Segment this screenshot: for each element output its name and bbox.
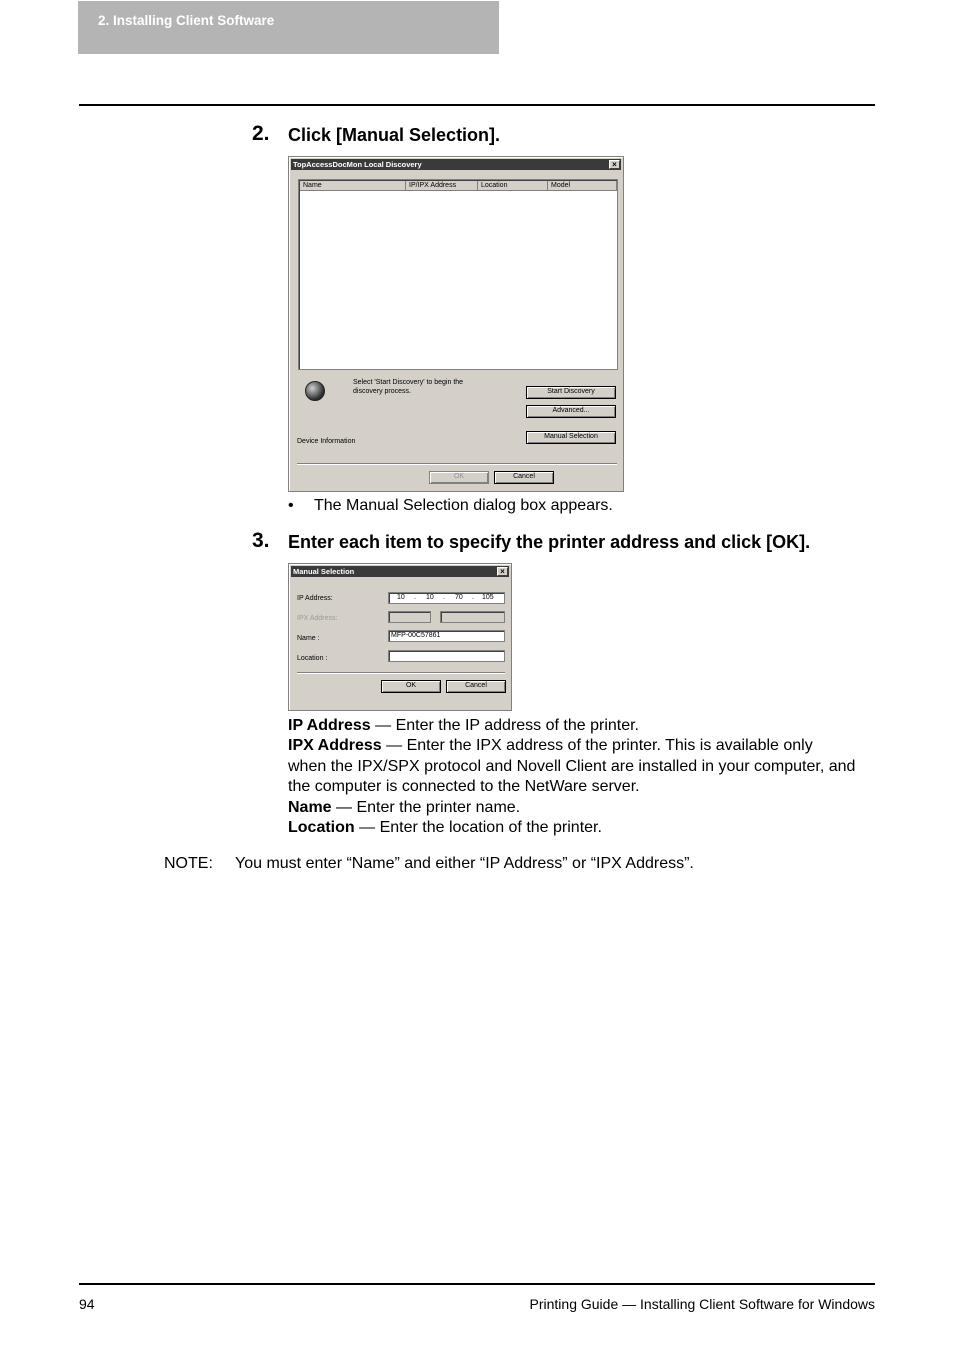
step-3-text: Enter each item to specify the printer address and click [OK]. xyxy=(288,532,811,552)
ip-octet-3: 70 xyxy=(455,594,463,601)
column-header-location[interactable]: Location xyxy=(478,181,548,191)
ip-address-desc: — Enter the IP address of the printer. xyxy=(370,717,639,734)
step-2-text: Click [Manual Selection]. xyxy=(288,125,501,145)
ip-address-description xyxy=(288,716,878,736)
ipx-address-label: IPX Address: xyxy=(297,615,338,622)
location-description xyxy=(288,818,878,838)
device-list[interactable] xyxy=(298,179,618,370)
ip-octet-2: 10 xyxy=(426,594,434,601)
ip-octet-1: 10 xyxy=(397,594,405,601)
ip-address-label: IP Address: xyxy=(297,595,333,602)
location-desc: — Enter the location of the printer. xyxy=(354,819,602,837)
advanced-button[interactable]: Advanced... xyxy=(526,405,616,418)
footer-title: Printing Guide — Installing Client Software for Windows xyxy=(529,1296,875,1312)
discovery-message-line2: discovery process. xyxy=(353,388,411,395)
manual-selection-button[interactable]: Manual Selection xyxy=(526,431,616,444)
start-discovery-button[interactable]: Start Discovery xyxy=(526,386,616,399)
column-header-name[interactable]: Name xyxy=(300,181,406,191)
note-label: NOTE: xyxy=(164,855,213,872)
ok-button[interactable]: OK xyxy=(381,680,441,693)
field-descriptions xyxy=(288,716,878,838)
ipx-network-field[interactable] xyxy=(388,611,431,623)
discovery-dialog-title: TopAccessDocMon Local Discovery xyxy=(293,160,422,169)
close-icon[interactable]: × xyxy=(497,567,508,576)
cancel-button[interactable]: Cancel xyxy=(494,471,554,484)
location-field[interactable] xyxy=(388,650,505,662)
ip-dot-3: . xyxy=(472,594,474,601)
ip-dot-1: . xyxy=(414,594,416,601)
cancel-button[interactable]: Cancel xyxy=(446,680,506,693)
chapter-tab xyxy=(78,1,499,54)
discovery-message-line1: Select 'Start Discovery' to begin the xyxy=(353,379,464,386)
chapter-title: 2. Installing Client Software xyxy=(98,13,275,28)
step-2-number: 2. xyxy=(252,122,270,145)
ipx-address-desc-3: the computer is connected to the NetWare server. xyxy=(288,778,640,796)
footer-rule xyxy=(79,1283,875,1285)
step-3-number: 3. xyxy=(252,529,270,552)
note-text: You must enter “Name” and either “IP Address” or “IPX Address”. xyxy=(235,855,694,872)
discovery-dialog xyxy=(288,156,624,492)
globe-icon xyxy=(305,381,325,401)
ip-address-term: IP Address xyxy=(288,717,371,734)
ipx-address-desc-1: — Enter the IPX address of the printer. This is available only xyxy=(381,737,813,755)
name-desc: — Enter the printer name. xyxy=(331,798,521,816)
ip-octet-4: 105 xyxy=(482,594,494,601)
location-label: Location : xyxy=(297,655,328,662)
page-number: 94 xyxy=(79,1296,95,1312)
close-icon[interactable]: × xyxy=(609,160,620,169)
name-field[interactable]: MFP-00C57861 xyxy=(388,630,505,642)
column-header-address[interactable]: IP/IPX Address xyxy=(406,181,478,191)
manual-selection-dialog xyxy=(288,563,512,711)
name-label: Name : xyxy=(297,635,320,642)
ok-button[interactable]: OK xyxy=(429,471,489,484)
dialog-separator xyxy=(297,672,505,674)
name-description xyxy=(288,798,878,818)
location-term: Location xyxy=(288,819,355,837)
column-header-model[interactable]: Model xyxy=(548,181,617,191)
manual-dialog-titlebar xyxy=(291,566,509,577)
device-information-label: Device Information xyxy=(297,438,356,445)
manual-dialog-title: Manual Selection xyxy=(293,567,355,576)
bullet-symbol: • xyxy=(288,497,294,514)
name-term: Name xyxy=(288,798,332,816)
dialog-separator xyxy=(297,463,617,465)
ip-address-field[interactable] xyxy=(388,592,505,604)
ipx-address-description xyxy=(288,736,878,756)
bullet-text: The Manual Selection dialog box appears. xyxy=(314,497,613,514)
discovery-dialog-titlebar xyxy=(291,159,621,170)
header-rule xyxy=(79,104,875,106)
ip-dot-2: . xyxy=(443,594,445,601)
ipx-address-term: IPX Address xyxy=(288,737,382,755)
ipx-address-desc-2: when the IPX/SPX protocol and Novell Client are installed in your computer, and xyxy=(288,757,856,775)
ipx-node-field[interactable] xyxy=(440,611,505,623)
